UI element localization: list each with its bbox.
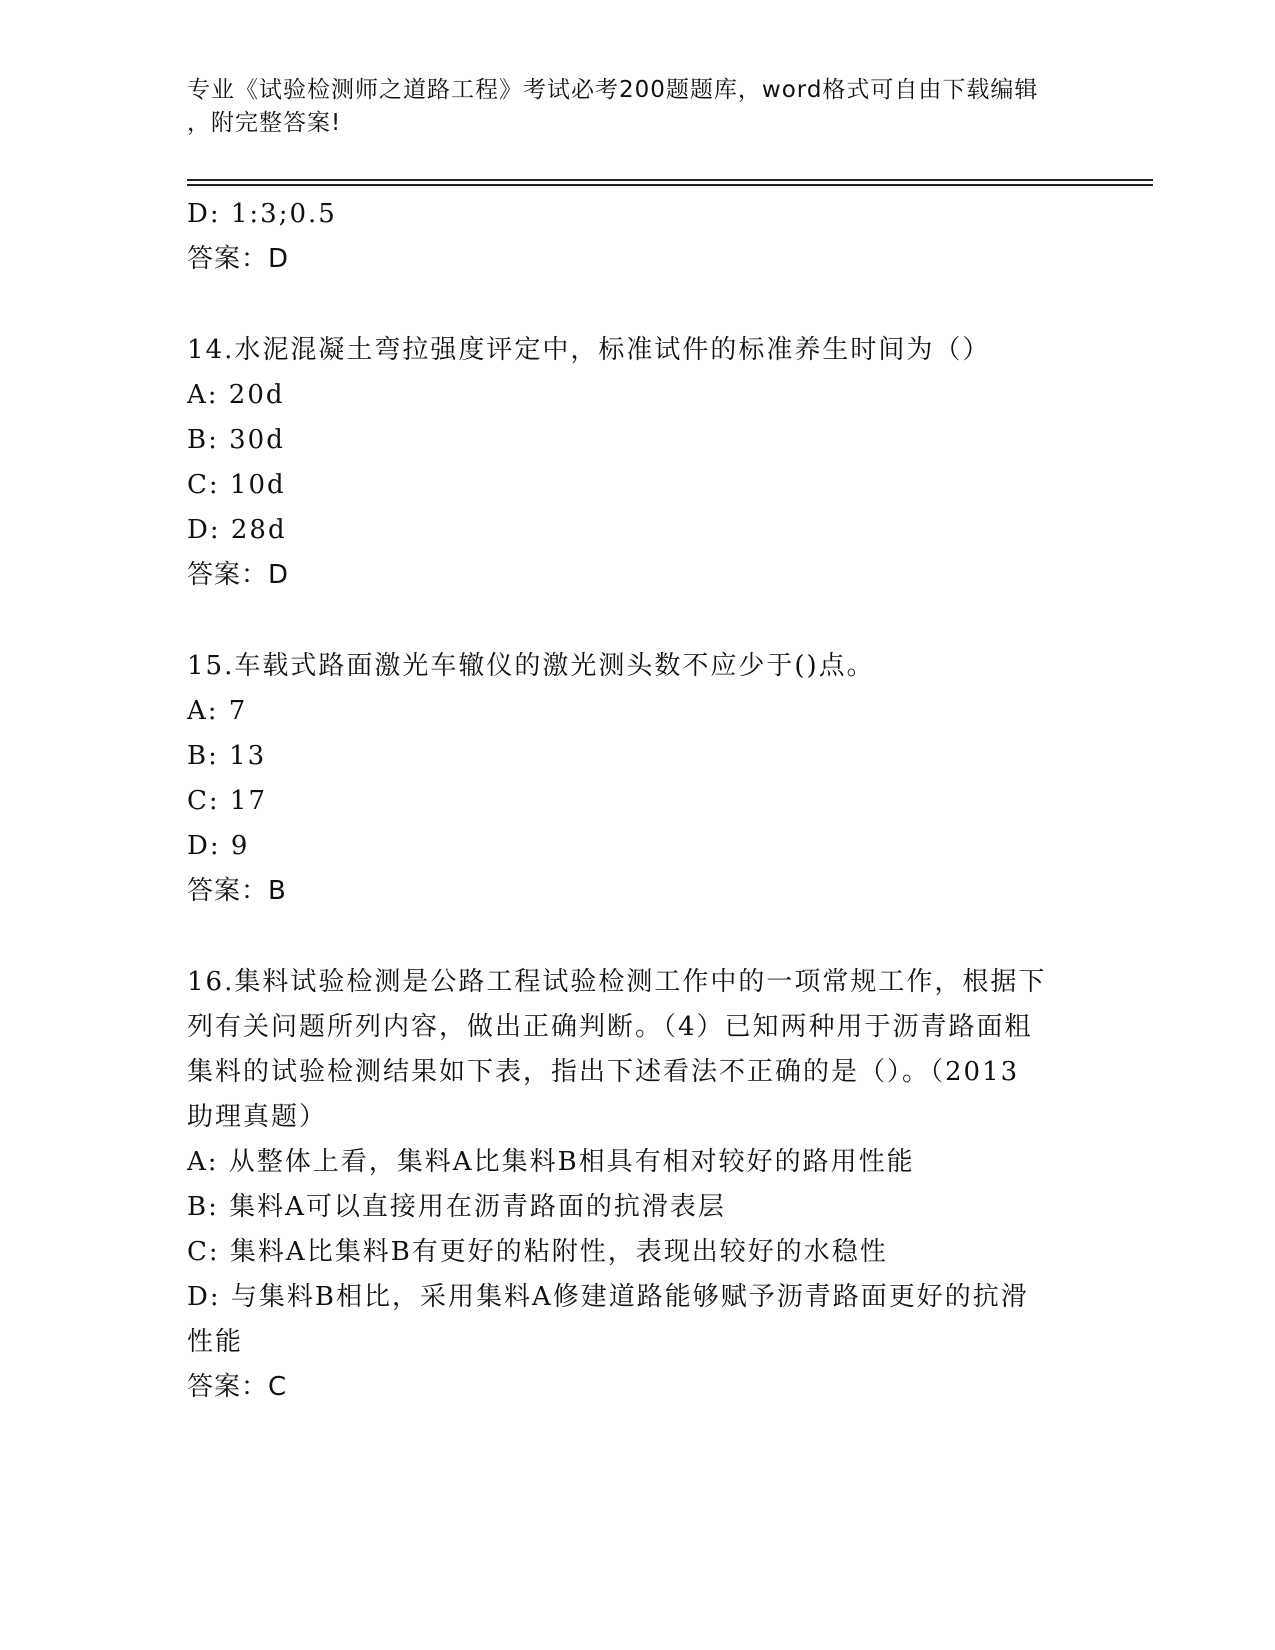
document-body <box>187 192 1087 1410</box>
spacer <box>187 598 1087 644</box>
option-d: D: 与集料B相比，采用集料A修建道路能够赋予沥青路面更好的抗滑 <box>187 1282 1029 1312</box>
question-stem-line-1: 16.集料试验检测是公路工程试验检测工作中的一项常规工作，根据下 <box>187 967 1047 997</box>
question-15 <box>187 644 1087 914</box>
answer-line: 答案：D <box>187 560 290 590</box>
question-stem-line-4: 助理真题） <box>187 1102 328 1132</box>
spacer <box>187 282 1087 328</box>
answer-line: 答案：B <box>187 876 287 906</box>
question-stem-line-3: 集料的试验检测结果如下表，指出下述看法不正确的是（）。（2013 <box>187 1057 1020 1087</box>
question-14 <box>187 328 1087 598</box>
header-divider-top <box>187 179 1153 181</box>
option-c: C: 10d <box>187 470 286 500</box>
option-a: A: 从整体上看，集料A比集料B相具有相对较好的路用性能 <box>187 1147 915 1177</box>
option-d: D: 1:3;0.5 <box>187 199 337 229</box>
header-divider-bottom <box>187 184 1153 186</box>
question-stem: 15.车载式路面激光车辙仪的激光测头数不应少于()点。 <box>187 651 875 681</box>
option-b: B: 30d <box>187 425 285 455</box>
option-b: B: 集料A可以直接用在沥青路面的抗滑表层 <box>187 1192 726 1222</box>
question-stem-line-2: 列有关问题所列内容，做出正确判断。（4）已知两种用于沥青路面粗 <box>187 1012 1033 1042</box>
option-a: A: 7 <box>187 696 248 726</box>
question-16 <box>187 960 1087 1410</box>
answer-line: 答案：D <box>187 244 290 274</box>
option-c: C: 17 <box>187 786 268 816</box>
document-header <box>187 74 1067 140</box>
header-title-line-1: 专业《试验检测师之道路工程》考试必考200题题库，word格式可自由下载编辑 <box>187 77 1039 103</box>
header-title-line-2: ，附完整答案! <box>187 110 342 136</box>
option-d-continued: 性能 <box>187 1327 244 1357</box>
option-b: B: 13 <box>187 741 267 771</box>
option-d: D: 28d <box>187 515 287 545</box>
option-a: A: 20d <box>187 380 285 410</box>
option-d: D: 9 <box>187 831 250 861</box>
spacer <box>187 914 1087 960</box>
question-stem: 14.水泥混凝土弯拉强度评定中，标准试件的标准养生时间为（） <box>187 335 991 365</box>
option-c: C: 集料A比集料B有更好的粘附性，表现出较好的水稳性 <box>187 1237 888 1267</box>
previous-question-tail <box>187 192 1087 282</box>
answer-line: 答案：C <box>187 1372 288 1402</box>
